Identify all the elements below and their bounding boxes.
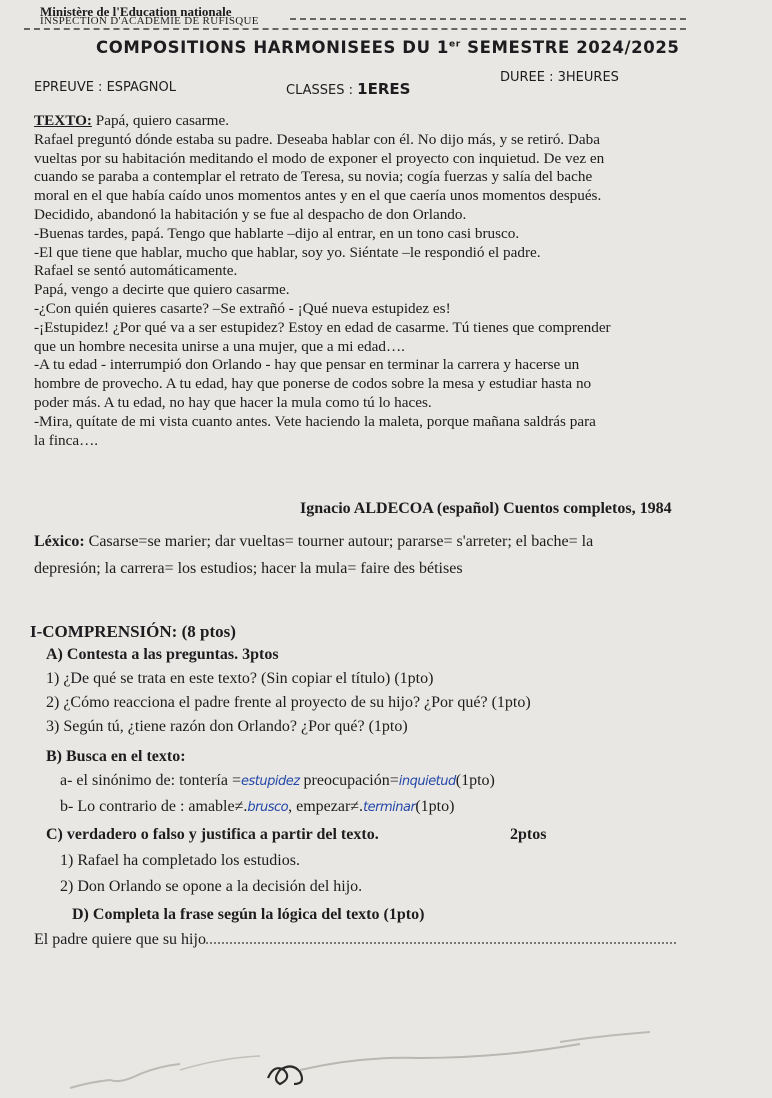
text-line: vueltas por su habitación meditando el modo de exponer el proyecto con inquietud. De vez en (34, 149, 605, 167)
question-D-text: El padre quiere que su hijo (34, 931, 206, 948)
classes-value: 1ERES (357, 80, 411, 98)
question-C-points: 2ptos (510, 826, 547, 843)
duree-label: DUREE : 3HEURES (500, 70, 619, 85)
text-line: poder más. A tu edad, no hay que hacer la mula como tú lo haces. (34, 393, 432, 411)
handwritten-answer: terminar (363, 800, 416, 815)
exam-title (96, 38, 680, 57)
pencil-scribbles (0, 1030, 772, 1098)
question-A-title: A) Contesta a las preguntas. 3ptos (46, 646, 279, 663)
exam-title-semester: SEMESTRE 2024/2025 (460, 38, 680, 57)
answer-line (206, 930, 676, 944)
text-title: Papá, quiero casarme. (91, 112, 230, 129)
question-C2: 2) Don Orlando se opone a la decisión del hijo. (60, 878, 363, 895)
classes-prefix: CLASSES : (286, 83, 358, 98)
text-source: Ignacio ALDECOA (español) Cuentos completos, 1984 (300, 500, 672, 517)
scribble-stroke (560, 1032, 650, 1042)
question-A1: 1) ¿De qué se trata en este texto? (Sin copiar el título) (1pto) (46, 670, 434, 687)
question-D-title: D) Completa la frase según la lógica del texto (1pto) (72, 906, 425, 923)
text-line: -¿Con quién quieres casarte? –Se extrañó - ¡Qué nueva estupidez es! (34, 299, 451, 317)
question-Ba-text: a- el sinónimo de: tontería = (60, 772, 241, 789)
text-line: hombre de provecho. A tu edad, hay que ponerse de codos sobre la mesa y estudiar hasta no (34, 375, 592, 393)
classes-label (286, 80, 410, 98)
text-line: -El que tiene que hablar, mucho que hablar, soy yo. Siéntate –le respondió el padre. (34, 243, 541, 261)
handwritten-answer: brusco (247, 800, 289, 815)
text-line: Rafael preguntó dónde estaba su padre. Deseaba hablar con él. No dijo más, y se retiró. Daba (34, 130, 600, 148)
exam-title-sup: er (449, 39, 461, 50)
lexico-line: depresión; la carrera= los estudios; hacer la mula= faire des bétises (34, 560, 463, 577)
scribble-stroke (180, 1056, 260, 1070)
lexico (34, 528, 752, 582)
question-Bb-points: (1pto) (415, 798, 455, 815)
divider (290, 18, 686, 20)
question-Bb-text: b- Lo contrario de : amable≠. (60, 798, 248, 815)
text-title-line (34, 112, 746, 131)
text-line: la finca…. (34, 431, 99, 449)
text-line: -A tu edad - interrumpió don Orlando - hay que pensar en terminar la carrera y hacerse un (34, 356, 580, 374)
text-line: que un hombre necesita unirse a una mujer, que a mi edad…. (34, 337, 405, 355)
scribble-stroke (70, 1064, 180, 1088)
text-line: Papá, vengo a decirte que quiero casarme. (34, 281, 290, 299)
scribble-stroke (300, 1044, 580, 1070)
epreuve-label: EPREUVE : ESPAGNOL (34, 80, 176, 95)
inspection-header: INSPECTION D'ACADEMIE DE RUFISQUE (40, 15, 259, 27)
exam-title-text: COMPOSITIONS HARMONISEES DU 1 (96, 38, 450, 57)
divider (24, 28, 686, 30)
ministry-header: Ministère de l'Education nationale (40, 4, 232, 19)
question-Bb (60, 798, 454, 816)
lexico-label: Léxico: (34, 533, 85, 550)
handwritten-answer: estupidez (240, 774, 300, 789)
question-A3: 3) Según tú, ¿tiene razón don Orlando? ¿Por qué? (1pto) (46, 718, 408, 735)
text-line: -¡Estupidez! ¿Por qué va a ser estupidez? Estoy en edad de casarme. Tú tienes que comprender (34, 318, 611, 336)
question-Ba-points: (1pto) (455, 772, 495, 789)
text-line: -Mira, quítate de mi vista cuanto antes. Vete haciendo la maleta, porque mañana saldrás para (34, 412, 596, 430)
text-line: moral en el que había caído unos momentos antes y en el que caería unos momentos después. (34, 187, 602, 205)
question-Bb-mid: , empezar≠. (288, 798, 364, 815)
text-line: -Buenas tardes, papá. Tengo que hablarte –dijo al entrar, en un tono casi brusco. (34, 224, 520, 242)
section-title: I-COMPRENSIÓN: (8 ptos) (30, 622, 236, 641)
question-B-title: B) Busca en el texto: (46, 748, 186, 765)
lexico-text: Casarse=se marier; dar vueltas= tourner autour; pararse= s'arreter; el bache= la (84, 533, 594, 550)
reading-text (34, 112, 746, 450)
lexico-line (34, 528, 752, 555)
question-A2: 2) ¿Cómo reacciona el padre frente al proyecto de su hijo? ¿Por qué? (1pto) (46, 694, 531, 711)
text-line: Rafael se sentó automáticamente. (34, 262, 238, 280)
text-label: TEXTO: (34, 112, 92, 129)
question-Ba-mid: preocupación= (299, 772, 399, 789)
text-line: Decidido, abandonó la habitación y se fue al despacho de don Orlando. (34, 205, 467, 223)
handwritten-answer: inquietud (398, 774, 456, 789)
question-C-title: C) verdadero o falso y justifica a partir del texto. (46, 826, 379, 843)
question-D-sentence (34, 930, 676, 949)
question-Ba (60, 772, 495, 790)
question-C1: 1) Rafael ha completado los estudios. (60, 852, 300, 869)
text-line: cuando se paraba a contemplar el retrato de Teresa, su novia; cogía fuerzas y salía del bache (34, 168, 593, 186)
ink-doodle (268, 1066, 302, 1084)
